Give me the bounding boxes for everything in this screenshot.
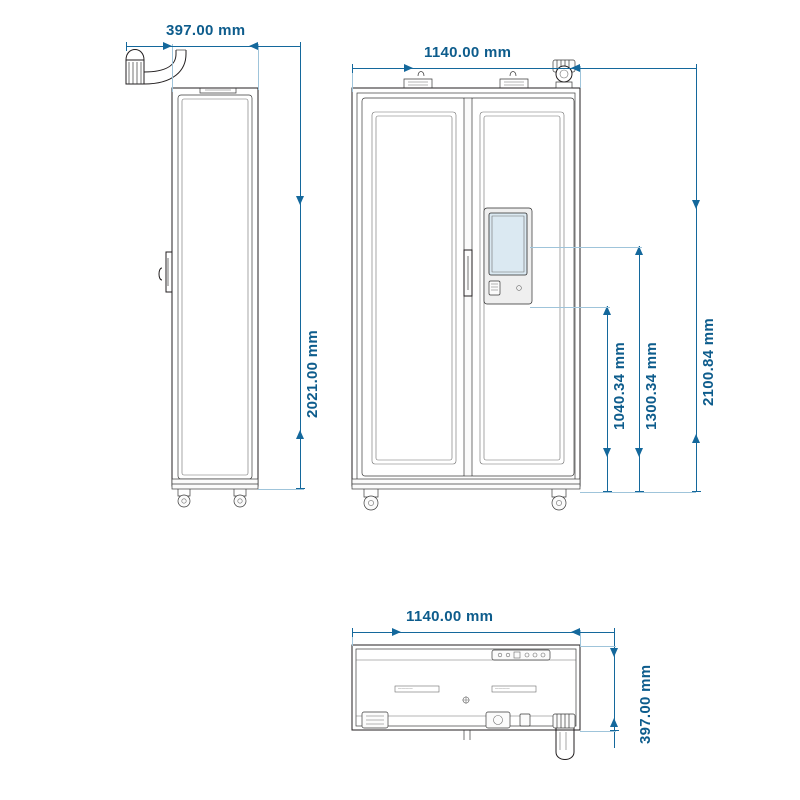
dim-line-panel-lower <box>607 306 608 492</box>
front-caster-left <box>364 489 378 510</box>
dim-line-side-height <box>300 46 301 489</box>
top-view-geometry <box>352 645 580 760</box>
dim-tick-panel-lower-bottom <box>603 491 612 492</box>
side-view-geometry <box>126 50 258 508</box>
ext-line-front-height-bottom <box>580 492 696 493</box>
dim-arrow-front-width-left <box>404 64 413 72</box>
dim-label-front-width: 1140.00 mm <box>424 44 512 61</box>
dim-label-front-height: 2100.84 mm <box>700 317 717 406</box>
dim-label-top-depth: 397.00 mm <box>637 664 654 744</box>
dim-label-panel-lower: 1040.34 mm <box>611 341 628 430</box>
dim-arrow-top-width-left <box>392 628 401 636</box>
dim-arrow-front-height-top <box>692 200 700 209</box>
dim-arrow-panel-upper-bottom <box>635 448 643 457</box>
ext-line-side-height-bottom <box>258 489 304 490</box>
front-caster-right <box>552 489 566 510</box>
dim-arrow-side-height-top <box>296 196 304 205</box>
dim-arrow-front-height-bottom <box>692 434 700 443</box>
dim-tick-panel-upper-bottom <box>635 491 644 492</box>
ext-line-front-width-right <box>580 66 581 88</box>
front-view-geometry <box>352 60 580 510</box>
side-caster-left <box>178 489 190 507</box>
dim-arrow-side-width-left <box>163 42 172 50</box>
dim-arrow-top-width-right <box>571 628 580 636</box>
dim-arrow-top-depth-bottom <box>610 718 618 727</box>
ext-line-side-width-left <box>172 44 173 92</box>
ext-line-panel-lower <box>530 307 610 308</box>
dim-tick-top-width-a <box>352 628 353 637</box>
dim-arrow-front-width-right <box>571 64 580 72</box>
ext-line-panel-upper <box>530 247 642 248</box>
dim-tick-front-width-a <box>352 64 353 73</box>
dim-label-side-height: 2021.00 mm <box>304 329 321 418</box>
dim-line-front-height <box>696 68 697 492</box>
dim-line-side-width <box>126 46 301 47</box>
dim-tick-side-width-a <box>126 42 127 51</box>
ext-line-top-depth-top <box>580 646 616 647</box>
dim-arrow-side-height-bottom <box>296 430 304 439</box>
dim-label-panel-upper: 1300.34 mm <box>643 341 660 430</box>
top-view-right-plate-text: ———— <box>495 686 510 690</box>
top-view-left-plate-text: ———— <box>398 686 413 690</box>
dim-label-side-width: 397.00 mm <box>166 22 246 39</box>
dim-label-top-width: 1140.00 mm <box>406 608 494 625</box>
ext-line-top-depth-bottom <box>580 731 616 732</box>
ext-line-side-width-right <box>258 44 259 90</box>
dim-arrow-side-width-right <box>249 42 258 50</box>
side-caster-right <box>234 489 246 507</box>
dim-arrow-panel-lower-bottom <box>603 448 611 457</box>
dim-arrow-top-depth-top <box>610 648 618 657</box>
